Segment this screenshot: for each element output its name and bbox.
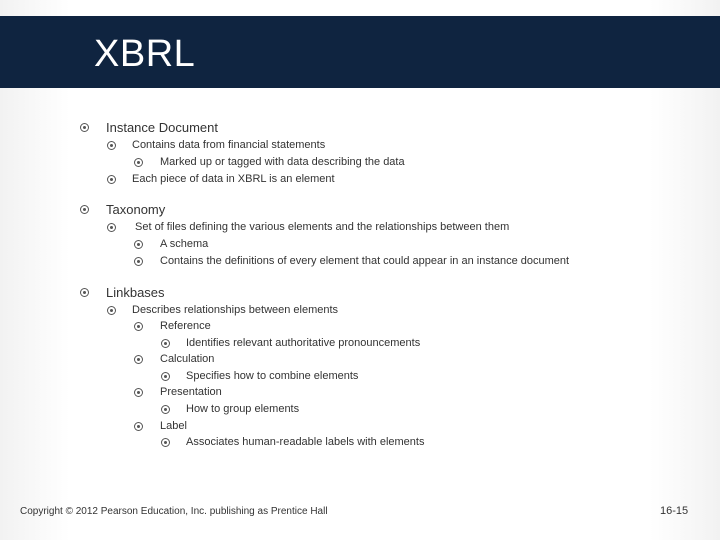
- slide-title: XBRL: [94, 33, 196, 75]
- bullet-icon: [161, 438, 170, 447]
- bullet-icon: [134, 355, 143, 364]
- bullet-icon: [107, 175, 116, 184]
- bullet-level3: [134, 255, 569, 267]
- bullet-icon: [134, 422, 143, 431]
- bullet-icon: [80, 205, 89, 214]
- bullet-icon: [134, 388, 143, 397]
- bullet-text: Label: [160, 420, 187, 432]
- bullet-text: Marked up or tagged with data describing the data: [160, 156, 405, 168]
- bullet-text: Contains the definitions of every element that could appear in an instance document: [160, 255, 570, 267]
- bullet-icon: [80, 288, 89, 297]
- bullet-text: How to group elements: [186, 403, 300, 415]
- bullet-icon: [80, 123, 89, 132]
- bullet-text: Presentation: [160, 386, 222, 398]
- bullet-level3: [134, 353, 214, 365]
- bullet-icon: [161, 339, 170, 348]
- bullet-level4: [161, 436, 424, 448]
- bullet-icon: [161, 405, 170, 414]
- bullet-text: Taxonomy: [106, 202, 166, 217]
- bullet-level4: [161, 370, 358, 382]
- bullet-level2: [107, 304, 338, 316]
- bullet-icon: [107, 223, 116, 232]
- bullet-icon: [134, 257, 143, 266]
- bullet-level2: [107, 221, 509, 233]
- bullet-text: Describes relationships between elements: [132, 304, 339, 316]
- bullet-level4: [161, 337, 420, 349]
- bullet-level1: [80, 202, 165, 217]
- bullet-text: A schema: [160, 238, 209, 250]
- bullet-level3: [134, 420, 187, 432]
- bullet-text: Reference: [160, 320, 211, 332]
- bullet-level3: [134, 156, 405, 168]
- bullet-level2: [107, 139, 325, 151]
- page-number: 16-15: [660, 505, 689, 517]
- bullet-text: Identifies relevant authoritative pronouncements: [186, 337, 421, 349]
- bullet-level1: [80, 285, 165, 300]
- bullet-level2: [107, 173, 335, 185]
- bullet-icon: [107, 306, 116, 315]
- bullet-text: Linkbases: [106, 285, 165, 300]
- copyright-footer: Copyright © 2012 Pearson Education, Inc. publishing as Prentice Hall: [20, 506, 328, 517]
- bullet-text: Contains data from financial statements: [132, 139, 326, 151]
- bullet-icon: [161, 372, 170, 381]
- bullet-level3: [134, 386, 222, 398]
- bullet-level3: [134, 320, 211, 332]
- bullet-text: Specifies how to combine elements: [186, 370, 359, 382]
- bullet-text: Associates human-readable labels with elements: [186, 436, 425, 448]
- bullet-level4: [161, 403, 299, 415]
- bullet-text: Set of files defining the various elements and the relationships between them: [135, 221, 510, 233]
- bullet-icon: [107, 141, 116, 150]
- bullet-text: Instance Document: [106, 120, 219, 135]
- bullet-icon: [134, 240, 143, 249]
- bullet-level3: [134, 238, 208, 250]
- bullet-icon: [134, 158, 143, 167]
- bullet-text: Each piece of data in XBRL is an element: [132, 173, 335, 185]
- bullet-text: Calculation: [160, 353, 215, 365]
- bullet-icon: [134, 322, 143, 331]
- bullet-level1: [80, 120, 218, 135]
